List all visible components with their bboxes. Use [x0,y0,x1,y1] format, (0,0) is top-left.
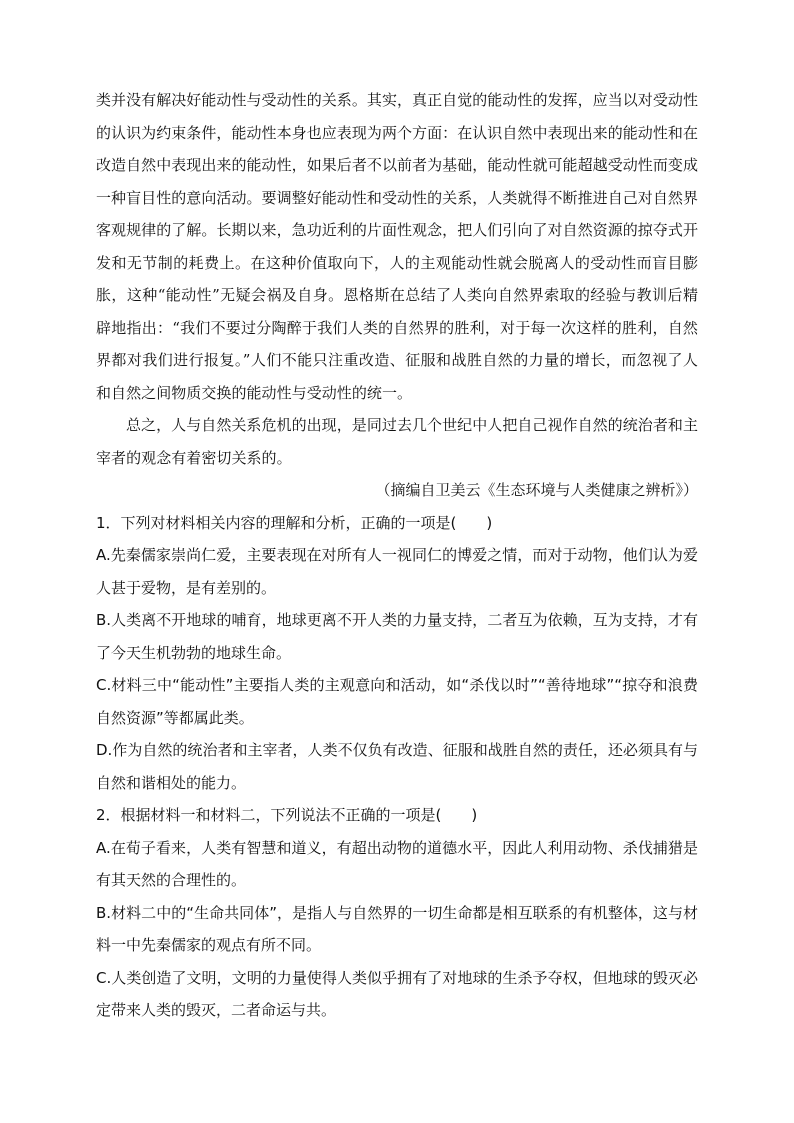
question-1-option-d: D.作为自然的统治者和主宰者，人类不仅负有改造、征服和战胜自然的责任，还必须具有与自然和谐相处的能力。 [96,741,698,792]
passage-paragraph-2: 总之，人与自然关系危机的出现，是同过去几个世纪中人把自己视作自然的统治者和主宰者的观念有着密切关系的。 [96,416,698,467]
question-2 [96,799,698,1027]
question-1 [96,507,698,800]
document-page [96,84,698,1027]
question-1-option-c: C.材料三中“能动性”主要指人类的主观意向和活动，如“杀伐以时”“善待地球”“掠夺和浪费自然资源”等都属此类。 [96,676,698,727]
question-2-stem: 2．根据材料一和材料二，下列说法不正确的一项是( ) [96,806,478,824]
passage-source: （摘编自卫美云《生态环境与人类健康之辨析》） [375,481,698,499]
question-2-option-b: B.材料二中的“生命共同体”，是指人与自然界的一切生命都是相互联系的有机整体，这与材料一中先秦儒家的观点有所不同。 [96,903,698,954]
passage-paragraph-1: 类并没有解决好能动性与受动性的关系。其实，真正自觉的能动性的发挥，应当以对受动性的认识为约束条件，能动性本身也应表现为两个方面：在认识自然中表现出来的能动性和在改造自然中表现出来的能动性，如果后者不以前者为基础，能动性就可能超越受动性而变成一种盲目性的意向活动。要调整好能动性和受动性的关系，人类就得不断推进自己对自然界客观规律的了解。长期以来，急功近利的片面性观念，把人们引向了对自然资源的掠夺式开发和无节制的耗费上。在这种价值取向下，人的主观能动性就会脱离人的受动性而盲目膨胀，这种“能动性”无疑会祸及自身。恩格斯在总结了人类向自然界索取的经验与教训后精辟地指出：“我们不要过分陶醉于我们人类的自然界的胜利，对于每一次这样的胜利，自然界都对我们进行报复。”人们不能只注重改造、征服和战胜自然的力量的增长，而忽视了人和自然之间物质交换的能动性与受动性的统一。 [96,91,699,402]
question-2-option-a: A.在荀子看来，人类有智慧和道义，有超出动物的道德水平，因此人利用动物、杀伐捕猎是有其天然的合理性的。 [96,838,698,889]
question-2-option-c: C.人类创造了文明，文明的力量使得人类似乎拥有了对地球的生杀予夺权，但地球的毁灭必定带来人类的毁灭，二者命运与共。 [96,968,698,1019]
question-1-option-b: B.人类离不开地球的哺育，地球更离不开人类的力量支持，二者互为依赖，互为支持，才有了今天生机勃勃的地球生命。 [96,611,698,662]
question-1-stem: 1．下列对材料相关内容的理解和分析，正确的一项是( ) [96,513,493,532]
question-1-option-a: A.先秦儒家崇尚仁爱，主要表现在对所有人一视同仁的博爱之情，而对于动物，他们认为爱人甚于爱物，是有差别的。 [96,546,698,597]
